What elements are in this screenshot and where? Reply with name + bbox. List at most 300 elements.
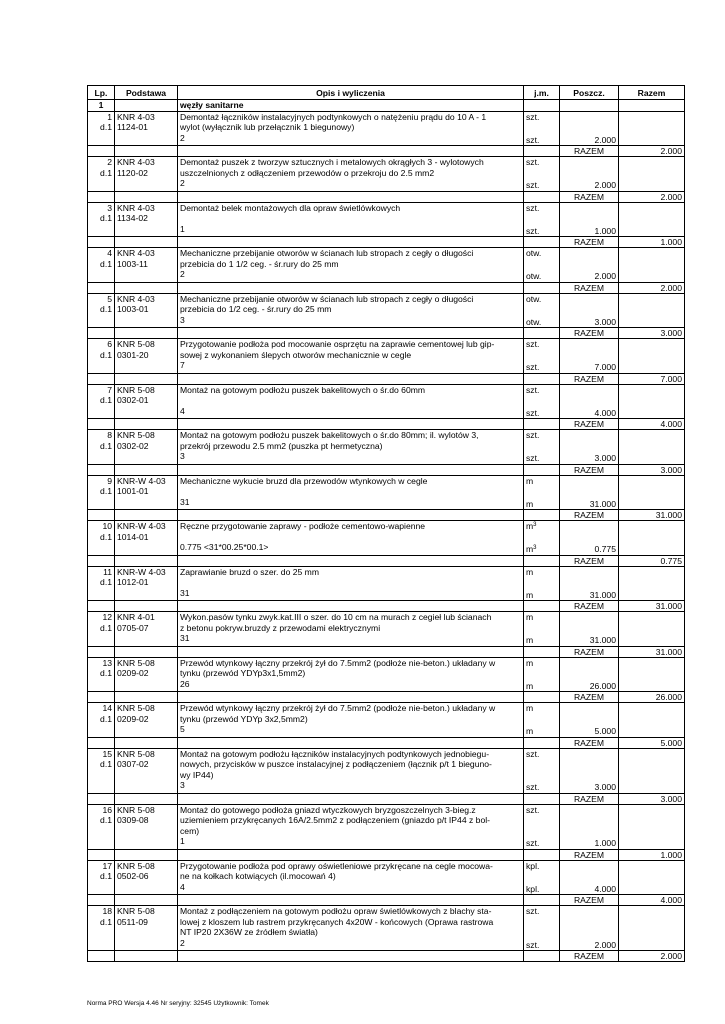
razem-empty-cell <box>178 464 524 475</box>
item-calculation: 26 <box>180 678 190 689</box>
razem-empty-cell <box>524 646 560 657</box>
item-podstawa-position: 0309-08 <box>117 815 149 825</box>
item-unit <box>526 567 557 578</box>
item-total-empty-cell <box>619 293 685 328</box>
item-unit-stack <box>526 658 557 692</box>
item-quantity-cell <box>560 248 619 283</box>
item-quantity: 3.000 <box>594 782 616 792</box>
razem-row <box>88 601 685 612</box>
item-lp-cell <box>88 906 115 951</box>
razem-row <box>88 692 685 703</box>
item-total-empty-cell <box>619 430 685 465</box>
item-unit <box>526 203 557 214</box>
razem-empty-cell <box>88 601 115 612</box>
item-unit <box>526 339 557 350</box>
item-unit-text: m <box>526 544 534 554</box>
item-unit <box>526 703 557 714</box>
item-total-empty-cell <box>619 612 685 647</box>
item-lp-cell <box>88 475 115 510</box>
item-description-cell <box>178 566 524 601</box>
razem-row <box>88 555 685 566</box>
razem-empty-cell <box>524 191 560 202</box>
razem-empty-cell <box>115 646 178 657</box>
item-lp-suffix: d.1 <box>100 668 112 678</box>
razem-empty-cell <box>178 849 524 860</box>
item-quantity: 2.000 <box>594 939 616 950</box>
item-quantity-cell <box>560 860 619 895</box>
item-description-line: Przewód wtynkowy łączny przekrój żył do 7.5mm2 (podłoże nie-beton.) układany w <box>180 657 496 668</box>
razem-empty-cell <box>115 146 178 157</box>
item-calculation: 2 <box>180 178 185 188</box>
item-unit-cell <box>524 860 560 895</box>
razem-empty-cell <box>524 895 560 906</box>
razem-label: RAZEM <box>560 895 619 906</box>
item-unit-text: szt. <box>526 202 540 213</box>
footer-text: Norma PRO Wersja 4.46 Nr seryjny: 32545 Użytkownik: Tomek <box>87 1000 269 1007</box>
item-description-line: Mechaniczne przebijanie otworów w ścianach lub stropach z cegły o długości <box>180 293 474 304</box>
item-unit-text: szt. <box>526 748 540 759</box>
razem-total: 4.000 <box>619 419 685 430</box>
razem-empty-cell <box>88 646 115 657</box>
item-podstawa-cell <box>115 612 178 647</box>
item-quantity: 1.000 <box>594 838 616 848</box>
item-description-cell <box>178 111 524 146</box>
item-description-line: uziemieniem przykręcanych 16A/2.5mm2 z podłączeniem (gniazdo p/t IP44 z bol- <box>180 815 491 825</box>
item-unit <box>526 476 557 487</box>
item-description-line: z betonu pokryw.bruzdy z przewodami elektrycznymi <box>180 622 381 633</box>
item-lp: 11 <box>103 566 112 577</box>
razem-row <box>88 328 685 339</box>
item-unit-bottom <box>526 544 557 555</box>
item-description-line: tynku (przewód YDYp3x1,5mm2) <box>180 668 306 678</box>
item-quantity: 31.000 <box>589 589 616 600</box>
item-total-empty-cell <box>619 906 685 951</box>
razem-label: RAZEM <box>560 282 619 293</box>
razem-empty-cell <box>88 555 115 566</box>
item-calculation: 1 <box>180 836 185 846</box>
razem-empty-cell <box>115 601 178 612</box>
item-lp: 3 <box>107 202 112 213</box>
razem-empty-cell <box>88 191 115 202</box>
item-total-empty-cell <box>619 748 685 793</box>
item-total-empty-cell <box>619 703 685 738</box>
item-quantity-stack <box>562 385 616 419</box>
razem-empty-cell <box>115 510 178 521</box>
razem-total: 2.000 <box>619 282 685 293</box>
item-quantity-cell <box>560 657 619 692</box>
razem-empty-cell <box>88 737 115 748</box>
item-description-line: Zaprawianie bruzd o szer. do 25 mm <box>180 566 319 577</box>
razem-empty-cell <box>178 601 524 612</box>
item-total-empty-cell <box>619 339 685 374</box>
item-unit-cell <box>524 293 560 328</box>
item-podstawa-cell <box>115 248 178 283</box>
item-quantity-stack <box>562 476 616 510</box>
razem-empty-cell <box>178 510 524 521</box>
item-quantity-cell <box>560 293 619 328</box>
razem-row <box>88 419 685 430</box>
item-calculation: 4 <box>180 405 185 416</box>
table-row <box>88 430 685 465</box>
razem-empty-cell <box>524 737 560 748</box>
razem-label: RAZEM <box>560 237 619 248</box>
item-unit-bottom <box>526 362 557 373</box>
item-description-line: Montaż do gotowego podłoża gniazd wtyczkowych bryzgoszczelnych 3-bieg.z <box>180 804 476 815</box>
item-unit-bottom <box>526 271 557 282</box>
item-description-line <box>180 486 521 497</box>
item-unit-bottom <box>526 590 557 601</box>
item-podstawa-position: 0502-06 <box>117 871 149 881</box>
item-description-line: przebicia do 1/2 ceg. - śr.rury do 25 mm <box>180 304 332 314</box>
item-quantity: 31.000 <box>589 635 616 645</box>
table-row <box>88 248 685 283</box>
item-unit-bottom <box>526 884 557 895</box>
item-unit-text: m <box>526 726 534 736</box>
item-quantity-cell <box>560 804 619 849</box>
item-lp-suffix: d.1 <box>100 258 112 269</box>
item-lp: 18 <box>102 906 112 916</box>
razem-empty-cell <box>178 895 524 906</box>
item-unit <box>526 658 557 669</box>
item-quantity-cell <box>560 202 619 237</box>
item-unit-text: m <box>526 589 534 600</box>
item-unit-bottom <box>526 408 557 419</box>
item-podstawa-position: 1012-01 <box>117 577 149 587</box>
razem-empty-cell <box>524 146 560 157</box>
item-lp-suffix: d.1 <box>100 395 112 405</box>
item-unit-text: m <box>526 635 534 645</box>
item-description-line: Przygotowanie podłoża pod mocowanie osprzętu na zaprawie cementowej lub gip- <box>180 339 495 349</box>
item-podstawa-position: 1014-01 <box>117 531 149 542</box>
item-lp-cell <box>88 384 115 419</box>
item-description-cell <box>178 157 524 192</box>
razem-empty-cell <box>524 419 560 430</box>
item-unit-stack <box>526 749 557 793</box>
item-quantity-cell <box>560 111 619 146</box>
razem-label: RAZEM <box>560 146 619 157</box>
item-podstawa-catalog: KNR 4-03 <box>117 248 155 258</box>
razem-empty-cell <box>178 146 524 157</box>
item-description-cell <box>178 475 524 510</box>
razem-label: RAZEM <box>560 646 619 657</box>
item-podstawa-cell <box>115 293 178 328</box>
item-unit-text: m <box>526 703 534 713</box>
item-unit-bottom <box>526 782 557 793</box>
item-lp-cell <box>88 293 115 328</box>
item-description-line: Montaż na gotowym podłożu puszek bakelitowych o śr.do 80mm; il. wylotów 3, <box>180 430 479 440</box>
item-podstawa-catalog: KNR 4-03 <box>117 202 155 213</box>
item-calculation: 31 <box>180 633 190 643</box>
razem-empty-cell <box>88 419 115 430</box>
razem-empty-cell <box>88 849 115 860</box>
item-quantity-cell <box>560 703 619 738</box>
item-unit-cell <box>524 157 560 192</box>
item-quantity-cell <box>560 430 619 465</box>
item-lp-cell <box>88 703 115 738</box>
item-description-line <box>180 395 521 406</box>
header-opis: Opis i wyliczenia <box>178 86 524 100</box>
item-lp-cell <box>88 157 115 192</box>
item-description-cell <box>178 906 524 951</box>
razem-empty-cell <box>88 951 115 962</box>
razem-empty-cell <box>115 895 178 906</box>
item-quantity-stack <box>562 861 616 895</box>
item-lp-suffix: d.1 <box>100 622 112 633</box>
item-unit <box>526 521 557 532</box>
table-row <box>88 475 685 510</box>
item-quantity-stack <box>562 248 616 282</box>
item-lp-cell <box>88 521 115 556</box>
item-quantity-cell <box>560 521 619 556</box>
razem-label: RAZEM <box>560 464 619 475</box>
razem-empty-cell <box>524 237 560 248</box>
item-unit-stack <box>526 294 557 328</box>
item-description-line: Mechaniczne przebijanie otworów w ścianach lub stropach z cegły o długości <box>180 248 474 258</box>
razem-row <box>88 793 685 804</box>
razem-empty-cell <box>178 646 524 657</box>
item-unit-text: szt. <box>526 838 540 848</box>
razem-row <box>88 464 685 475</box>
item-podstawa-catalog: KNR 5-08 <box>117 703 155 713</box>
item-unit-text: szt. <box>526 407 540 418</box>
razem-total: 1.000 <box>619 849 685 860</box>
razem-row <box>88 895 685 906</box>
item-description-cell <box>178 384 524 419</box>
razem-total: 3.000 <box>619 464 685 475</box>
section-empty-cell <box>524 100 560 112</box>
item-lp-suffix: d.1 <box>100 167 112 178</box>
item-description-line: Wykon.pasów tynku zwyk.kat.III o szer. do 10 cm na murach z cegieł lub ścianach <box>180 612 492 622</box>
item-lp-suffix: d.1 <box>100 213 112 223</box>
item-description-cell <box>178 657 524 692</box>
item-unit <box>526 157 557 168</box>
item-lp: 10 <box>102 521 112 531</box>
table-row <box>88 339 685 374</box>
item-description-line: Mechaniczne wykucie bruzd dla przewodów wtynkowych w cegle <box>180 475 428 486</box>
razem-total: 2.000 <box>619 951 685 962</box>
item-unit-text: szt. <box>526 384 540 395</box>
item-description-line: ne na kołkach kotwiących (il.mocowań 4) <box>180 871 336 881</box>
razem-label: RAZEM <box>560 328 619 339</box>
item-unit-exponent: 3 <box>533 522 537 528</box>
item-lp-suffix: d.1 <box>100 486 112 496</box>
item-lp: 8 <box>107 430 112 440</box>
item-podstawa-catalog: KNR 4-01 <box>117 612 155 622</box>
item-lp-suffix: d.1 <box>100 916 112 927</box>
item-unit-cell <box>524 430 560 465</box>
razem-empty-cell <box>115 328 178 339</box>
razem-empty-cell <box>524 373 560 384</box>
item-podstawa-position: 1134-02 <box>117 213 148 223</box>
item-lp-suffix: d.1 <box>100 815 112 825</box>
item-unit-text: szt. <box>526 453 540 463</box>
razem-total: 7.000 <box>619 373 685 384</box>
razem-label: RAZEM <box>560 692 619 703</box>
section-number: 1 <box>88 100 115 112</box>
item-lp: 7 <box>107 384 112 395</box>
item-unit-stack <box>526 339 557 373</box>
item-lp: 17 <box>102 860 112 871</box>
item-unit-text: szt. <box>526 939 540 950</box>
razem-empty-cell <box>115 737 178 748</box>
razem-empty-cell <box>88 373 115 384</box>
item-unit-cell <box>524 202 560 237</box>
table-row <box>88 612 685 647</box>
razem-total: 0.775 <box>619 555 685 566</box>
section-title: węzły sanitarne <box>178 100 524 112</box>
table-row <box>88 111 685 146</box>
item-lp: 14 <box>102 703 112 713</box>
item-description-line: lowej z kloszem lub rastrem przykręcanych 4x20W - końcowych (Oprawa rastrowa <box>180 916 494 927</box>
item-unit-text: m <box>526 475 534 486</box>
item-unit-stack <box>526 476 557 510</box>
razem-label: RAZEM <box>560 849 619 860</box>
item-podstawa-position: 0209-02 <box>117 713 149 724</box>
item-unit-text: m <box>526 680 534 691</box>
razem-row <box>88 191 685 202</box>
razem-total: 5.000 <box>619 737 685 748</box>
item-description-line: Ręczne przygotowanie zaprawy - podłoże cementowo-wapienne <box>180 521 426 531</box>
cost-estimate-table <box>87 85 685 962</box>
razem-row <box>88 373 685 384</box>
item-quantity-cell <box>560 339 619 374</box>
item-lp-cell <box>88 860 115 895</box>
item-total-empty-cell <box>619 860 685 895</box>
item-unit-text: otw. <box>526 293 542 304</box>
item-unit-stack <box>526 805 557 849</box>
item-calculation: 5 <box>180 724 185 734</box>
item-description-line: wy IP44) <box>180 769 214 780</box>
item-unit-cell <box>524 748 560 793</box>
table-row <box>88 748 685 793</box>
item-description-line: Montaż na gotowym podłożu puszek bakelitowych o śr.do 60mm <box>180 384 426 395</box>
item-lp-cell <box>88 430 115 465</box>
item-lp: 1 <box>107 111 112 122</box>
item-total-empty-cell <box>619 384 685 419</box>
item-total-empty-cell <box>619 566 685 601</box>
item-unit-text: otw. <box>526 316 542 327</box>
item-podstawa-catalog: KNR 5-08 <box>117 430 155 440</box>
item-description-cell <box>178 202 524 237</box>
table-row <box>88 566 685 601</box>
item-description-line: Przewód wtynkowy łączny przekrój żył do 7.5mm2 (podłoże nie-beton.) układany w <box>180 703 496 713</box>
item-unit-text: m <box>526 612 534 622</box>
razem-empty-cell <box>524 849 560 860</box>
item-description-cell <box>178 248 524 283</box>
header-razem: Razem <box>619 86 685 100</box>
item-unit-text: szt. <box>526 782 540 792</box>
item-lp-cell <box>88 804 115 849</box>
item-quantity: 4.000 <box>594 883 616 894</box>
item-description-line: cem) <box>180 825 200 836</box>
razem-empty-cell <box>178 191 524 202</box>
item-description-line <box>180 532 521 543</box>
item-calculation: 3 <box>180 314 185 325</box>
item-unit-text: szt. <box>526 134 540 145</box>
item-description-cell <box>178 612 524 647</box>
item-calculation: 31 <box>180 587 190 598</box>
item-lp: 9 <box>107 475 112 486</box>
item-podstawa-cell <box>115 475 178 510</box>
item-lp-suffix: d.1 <box>100 713 112 724</box>
razem-label: RAZEM <box>560 510 619 521</box>
razem-empty-cell <box>115 191 178 202</box>
item-unit-stack <box>526 430 557 464</box>
item-quantity: 0.775 <box>594 544 616 554</box>
item-lp-cell <box>88 111 115 146</box>
item-lp-cell <box>88 748 115 793</box>
item-description-line: nowych, przycisków w puszce instalacyjnej z podłączeniem (łącznik p/t 1 bieguno- <box>180 759 492 769</box>
item-description-line: sowej z wykonaniem ślepych otworów mechanicznie w cegle <box>180 349 412 360</box>
razem-empty-cell <box>88 510 115 521</box>
item-quantity-stack <box>562 430 616 464</box>
item-quantity: 2.000 <box>594 180 616 190</box>
item-lp-cell <box>88 202 115 237</box>
table-row <box>88 521 685 556</box>
item-podstawa-position: 1124-01 <box>117 122 148 132</box>
item-lp-cell <box>88 566 115 601</box>
item-quantity-stack <box>562 906 616 950</box>
item-unit <box>526 385 557 396</box>
item-unit-cell <box>524 612 560 647</box>
item-description-line: Przygotowanie podłoża pod oprawy oświetleniowe przykręcane na cegle mocowa- <box>180 860 493 871</box>
item-unit-text: szt. <box>526 339 540 349</box>
item-unit-bottom <box>526 499 557 510</box>
item-lp-cell <box>88 612 115 647</box>
item-unit-text: m <box>526 521 534 531</box>
item-lp-cell <box>88 657 115 692</box>
item-lp: 5 <box>107 293 112 304</box>
item-unit-bottom <box>526 681 557 692</box>
item-description-cell <box>178 748 524 793</box>
item-podstawa-cell <box>115 657 178 692</box>
item-unit-stack <box>526 521 557 555</box>
item-lp: 15 <box>102 748 112 759</box>
item-podstawa-cell <box>115 860 178 895</box>
item-podstawa-cell <box>115 521 178 556</box>
razem-empty-cell <box>88 282 115 293</box>
item-podstawa-cell <box>115 202 178 237</box>
razem-total: 3.000 <box>619 328 685 339</box>
razem-empty-cell <box>524 555 560 566</box>
item-description-cell <box>178 430 524 465</box>
item-unit-text: szt. <box>526 804 540 815</box>
razem-total: 31.000 <box>619 601 685 612</box>
razem-empty-cell <box>88 328 115 339</box>
item-lp-suffix: d.1 <box>100 871 112 881</box>
razem-empty-cell <box>524 464 560 475</box>
razem-total: 4.000 <box>619 895 685 906</box>
razem-row <box>88 737 685 748</box>
razem-empty-cell <box>178 793 524 804</box>
item-unit-text: m <box>526 657 534 668</box>
item-calculation: 3 <box>180 780 185 790</box>
razem-total: 2.000 <box>619 146 685 157</box>
item-unit-bottom <box>526 726 557 737</box>
razem-empty-cell <box>524 328 560 339</box>
item-podstawa-cell <box>115 804 178 849</box>
item-unit-text: m <box>526 566 534 577</box>
item-podstawa-cell <box>115 339 178 374</box>
item-unit-stack <box>526 906 557 950</box>
item-quantity: 2.000 <box>594 134 616 145</box>
item-unit-bottom <box>526 453 557 464</box>
razem-empty-cell <box>115 793 178 804</box>
item-unit-text: szt. <box>526 111 540 122</box>
razem-total: 31.000 <box>619 510 685 521</box>
razem-empty-cell <box>178 237 524 248</box>
item-podstawa-position: 0307-02 <box>117 759 149 769</box>
